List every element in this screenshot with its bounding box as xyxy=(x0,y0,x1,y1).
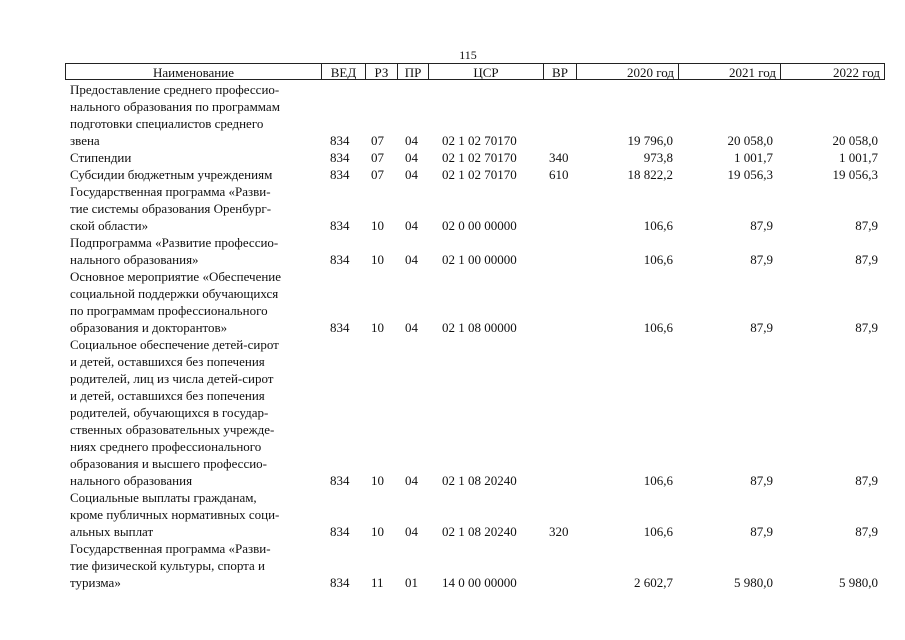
cell-2022: 5 980,0 xyxy=(839,575,878,590)
table-header xyxy=(65,63,885,81)
cell-pr: 04 xyxy=(405,150,418,165)
cell-ved: 834 xyxy=(330,150,350,165)
table-row xyxy=(0,336,905,489)
header-2021: 2021 год xyxy=(678,63,780,80)
cell-csr: 02 0 00 00000 xyxy=(442,218,517,233)
table-row xyxy=(0,268,905,336)
header-2022: 2022 год xyxy=(780,63,885,80)
header-name: Наименование xyxy=(65,63,321,80)
row-name: Подпрограмма «Развитие профессио- нального образования» xyxy=(70,235,279,267)
table-row xyxy=(0,183,905,234)
cell-pr: 04 xyxy=(405,133,418,148)
cell-2022: 87,9 xyxy=(855,320,878,335)
cell-ved: 834 xyxy=(330,473,350,488)
cell-csr: 14 0 00 00000 xyxy=(442,575,517,590)
row-name: Стипендии xyxy=(70,150,132,165)
cell-pr: 04 xyxy=(405,524,418,539)
cell-ved: 834 xyxy=(330,218,350,233)
cell-2021: 87,9 xyxy=(750,473,773,488)
cell-csr: 02 1 08 20240 xyxy=(442,524,517,539)
cell-2022: 87,9 xyxy=(855,218,878,233)
table-row xyxy=(0,540,905,591)
cell-2020: 106,6 xyxy=(643,524,673,539)
cell-2021: 20 058,0 xyxy=(727,133,773,148)
cell-2020: 106,6 xyxy=(643,473,673,488)
header-rz: РЗ xyxy=(365,63,397,80)
cell-rz: 10 xyxy=(371,524,384,539)
cell-2020: 18 822,2 xyxy=(627,167,673,182)
row-name: Государственная программа «Разви- тие системы образования Оренбург- ской области» xyxy=(70,184,272,233)
cell-2022: 87,9 xyxy=(855,473,878,488)
cell-2022: 20 058,0 xyxy=(832,133,878,148)
cell-vr: 340 xyxy=(549,150,569,165)
table-row xyxy=(0,81,905,149)
cell-vr: 610 xyxy=(549,167,569,182)
cell-ved: 834 xyxy=(330,524,350,539)
table-row xyxy=(0,166,905,183)
cell-2022: 1 001,7 xyxy=(839,150,878,165)
cell-2022: 87,9 xyxy=(855,252,878,267)
cell-2021: 87,9 xyxy=(750,320,773,335)
cell-rz: 10 xyxy=(371,320,384,335)
cell-csr: 02 1 02 70170 xyxy=(442,167,517,182)
header-ved: ВЕД xyxy=(321,63,365,80)
cell-2021: 87,9 xyxy=(750,218,773,233)
cell-ved: 834 xyxy=(330,575,350,590)
cell-vr: 320 xyxy=(549,524,569,539)
cell-pr: 04 xyxy=(405,167,418,182)
header-2020: 2020 год xyxy=(576,63,678,80)
cell-ved: 834 xyxy=(330,320,350,335)
table-row xyxy=(0,234,905,268)
cell-csr: 02 1 08 20240 xyxy=(442,473,517,488)
header-vr: ВР xyxy=(543,63,576,80)
cell-rz: 10 xyxy=(371,218,384,233)
cell-rz: 07 xyxy=(371,150,384,165)
cell-2020: 106,6 xyxy=(643,218,673,233)
cell-2021: 87,9 xyxy=(750,252,773,267)
header-csr: ЦСР xyxy=(428,63,543,80)
cell-2021: 1 001,7 xyxy=(734,150,773,165)
cell-pr: 04 xyxy=(405,252,418,267)
cell-ved: 834 xyxy=(330,133,350,148)
cell-2020: 973,8 xyxy=(643,150,673,165)
cell-pr: 04 xyxy=(405,473,418,488)
row-name: Субсидии бюджетным учреждениям xyxy=(70,167,273,182)
row-name: Государственная программа «Разви- тие физической культуры, спорта и туризма» xyxy=(70,541,271,590)
cell-rz: 11 xyxy=(371,575,384,590)
cell-rz: 10 xyxy=(371,473,384,488)
row-name: Социальное обеспечение детей-сирот и детей, оставшихся без попечения родителей, лиц из числа детей-сирот и детей, оставшихся без попечения родителей, обучающихся в государ- ственных образовательных учрежде- ниях среднего профессионального образования и высшего профессио- нального образования xyxy=(70,337,279,488)
table-row xyxy=(0,489,905,540)
cell-csr: 02 1 00 00000 xyxy=(442,252,517,267)
cell-2020: 19 796,0 xyxy=(627,133,673,148)
header-pr: ПР xyxy=(397,63,428,80)
cell-ved: 834 xyxy=(330,252,350,267)
cell-2022: 19 056,3 xyxy=(832,167,878,182)
cell-2020: 106,6 xyxy=(643,252,673,267)
cell-2021: 19 056,3 xyxy=(727,167,773,182)
cell-2020: 2 602,7 xyxy=(634,575,673,590)
cell-rz: 07 xyxy=(371,167,384,182)
cell-ved: 834 xyxy=(330,167,350,182)
cell-2021: 87,9 xyxy=(750,524,773,539)
cell-rz: 07 xyxy=(371,133,384,148)
cell-pr: 01 xyxy=(405,575,418,590)
cell-pr: 04 xyxy=(405,320,418,335)
page-number: 115 xyxy=(459,48,477,62)
cell-csr: 02 1 08 00000 xyxy=(442,320,517,335)
row-name: Социальные выплаты гражданам, кроме публичных нормативных соци- альных выплат xyxy=(70,490,280,539)
row-name: Основное мероприятие «Обеспечение социальной поддержки обучающихся по программам профессионального образования и докторантов» xyxy=(70,269,282,335)
cell-csr: 02 1 02 70170 xyxy=(442,133,517,148)
row-name: Предоставление среднего профессио- нального образования по программам подготовки специалистов среднего звена xyxy=(70,82,280,148)
cell-rz: 10 xyxy=(371,252,384,267)
cell-2020: 106,6 xyxy=(643,320,673,335)
cell-csr: 02 1 02 70170 xyxy=(442,150,517,165)
cell-pr: 04 xyxy=(405,218,418,233)
cell-2021: 5 980,0 xyxy=(734,575,773,590)
table-row xyxy=(0,149,905,166)
cell-2022: 87,9 xyxy=(855,524,878,539)
